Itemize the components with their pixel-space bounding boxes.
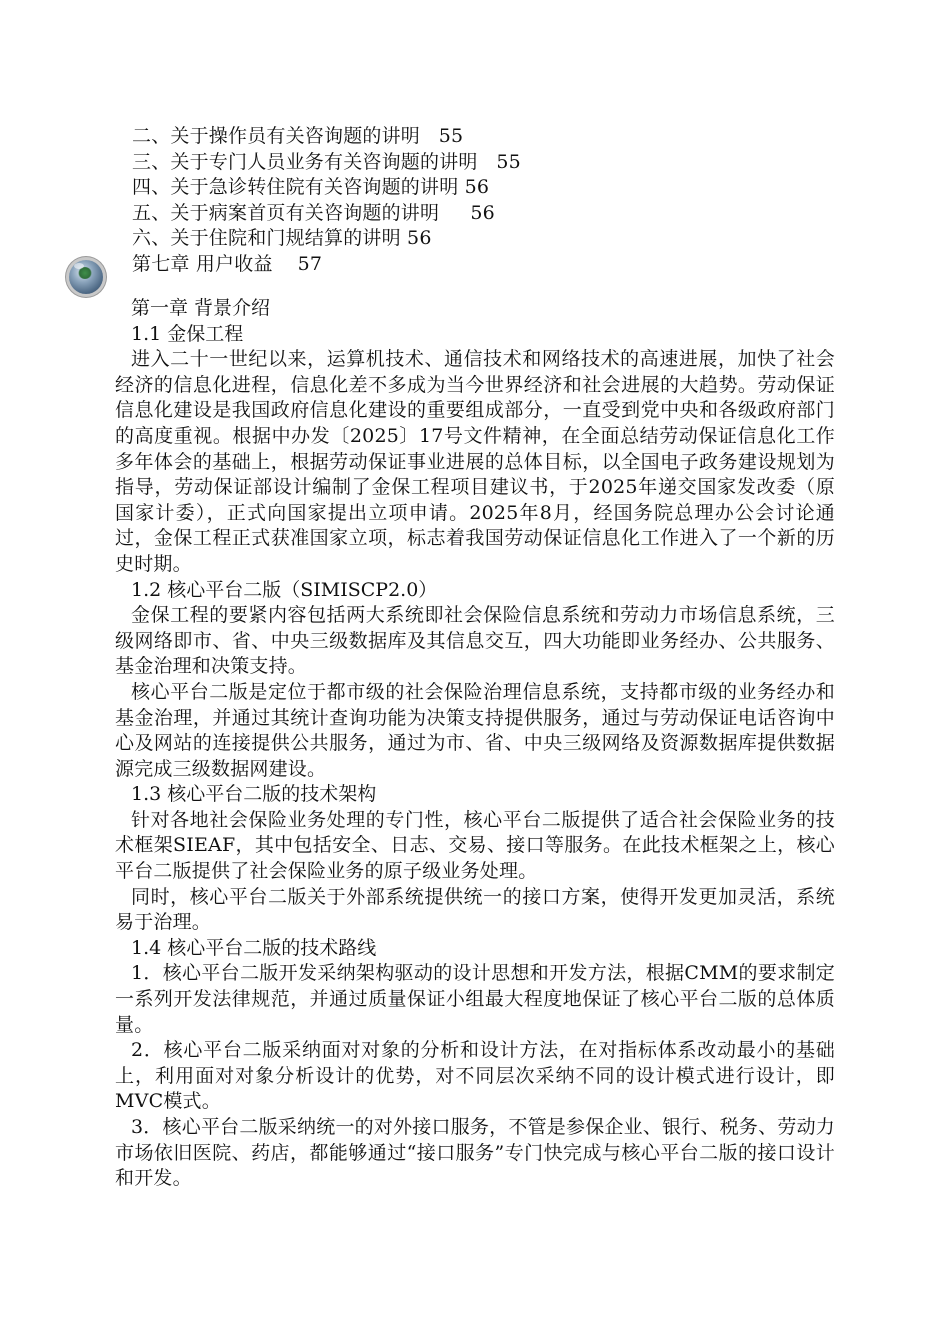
section-heading: 1.3 核心平台二版的技术架构	[131, 783, 377, 806]
toc-entry[interactable]: 二、关于操作员有关咨询题的讲明 55	[132, 125, 464, 147]
toc-entry[interactable]: 五、关于病案首页有关咨询题的讲明 56	[132, 201, 495, 224]
paragraph: 2．核心平台二版采纳面对对象的分析和设计方法，在对指标体系改动最小的基础上，利用面对对象分析设计的优势，对不同层次采纳不同的设计模式进行设计，即MVC模式。	[115, 1039, 835, 1113]
paragraph: 针对各地社会保险业务处理的专门性，核心平台二版提供了适合社会保险业务的技术框架SIEAF，其中包括安全、日志、交易、接口等服务。在此技术框架之上，核心平台二版提供了社会保险业务的原子级业务处理。	[115, 808, 835, 883]
paragraph: 核心平台二版是定位于都市级的社会保险治理信息系统，支持都市级的业务经办和基金治理，并通过其统计查询功能为决策支持提供服务，通过与劳动保证电话咨询中心及网站的连接提供公共服务，通过为市、省、中央三级网络及资源数据库提供数据源完成三级数据网建设。	[115, 680, 835, 780]
paragraph: 3．核心平台二版采纳统一的对外接口服务，不管是参保企业、银行、税务、劳动力市场依旧医院、药店，都能够通过“接口服务”专门快完成与核心平台二版的接口设计和开发。	[115, 1116, 835, 1190]
document-body	[115, 296, 835, 1192]
section-heading: 1.2 核心平台二版（SIMISCP2.0）	[131, 578, 438, 601]
section-heading: 1.1 金保工程	[131, 322, 244, 345]
paragraph: 同时，核心平台二版关于外部系统提供统一的接口方案，使得开发更加灵活，系统易于治理。	[115, 885, 835, 934]
paragraph: 1．核心平台二版开发采纳架构驱动的设计思想和开发方法，根据CMM的要求制定一系列开发法律规范，并通过质量保证小组最大程度地保证了核心平台二版的总体质量。	[115, 962, 835, 1036]
paragraph: 进入二十一世纪以来，运算机技术、通信技术和网络技术的高速进展，加快了社会经济的信息化进程，信息化差不多成为当今世界经济和社会进展的大趋势。劳动保证信息化建设是我国政府信息化建设的重要组成部分，一直受到党中央和各级政府部门的高度重视。根据中办发〔2025〕17号文件精神，在全面总结劳动保证信息化工作多年体会的基础上，根据劳动保证事业进展的总体目标，以全国电子政务建设规划为指导，劳动保证部设计编制了金保工程项目建议书，于2025年递交国家发改委（原国家计委），正式向国家提出立项申请。2025年8月，经国务院总理办公会讨论通过，金保工程正式获准国家立项，标志着我国劳动保证信息化工作进入了一个新的历史时期。	[115, 348, 835, 575]
chapter-title: 第一章 背景介绍	[131, 297, 271, 319]
globe-icon	[69, 260, 103, 294]
table-of-contents	[132, 124, 832, 278]
toc-entry[interactable]: 三、关于专门人员业务有关咨询题的讲明 55	[132, 150, 521, 173]
toc-entry[interactable]: 四、关于急诊转住院有关咨询题的讲明 56	[132, 176, 490, 199]
toc-entry[interactable]: 六、关于住院和门规结算的讲明 56	[132, 227, 432, 250]
section-heading: 1.4 核心平台二版的技术路线	[131, 936, 377, 959]
paragraph: 金保工程的要紧内容包括两大系统即社会保险信息系统和劳动力市场信息系统，三级网络即市、省、中央三级数据库及其信息交互，四大功能即业务经办、公共服务、基金治理和决策支持。	[115, 604, 835, 678]
toc-entry[interactable]: 第七章 用户收益 57	[132, 252, 323, 275]
